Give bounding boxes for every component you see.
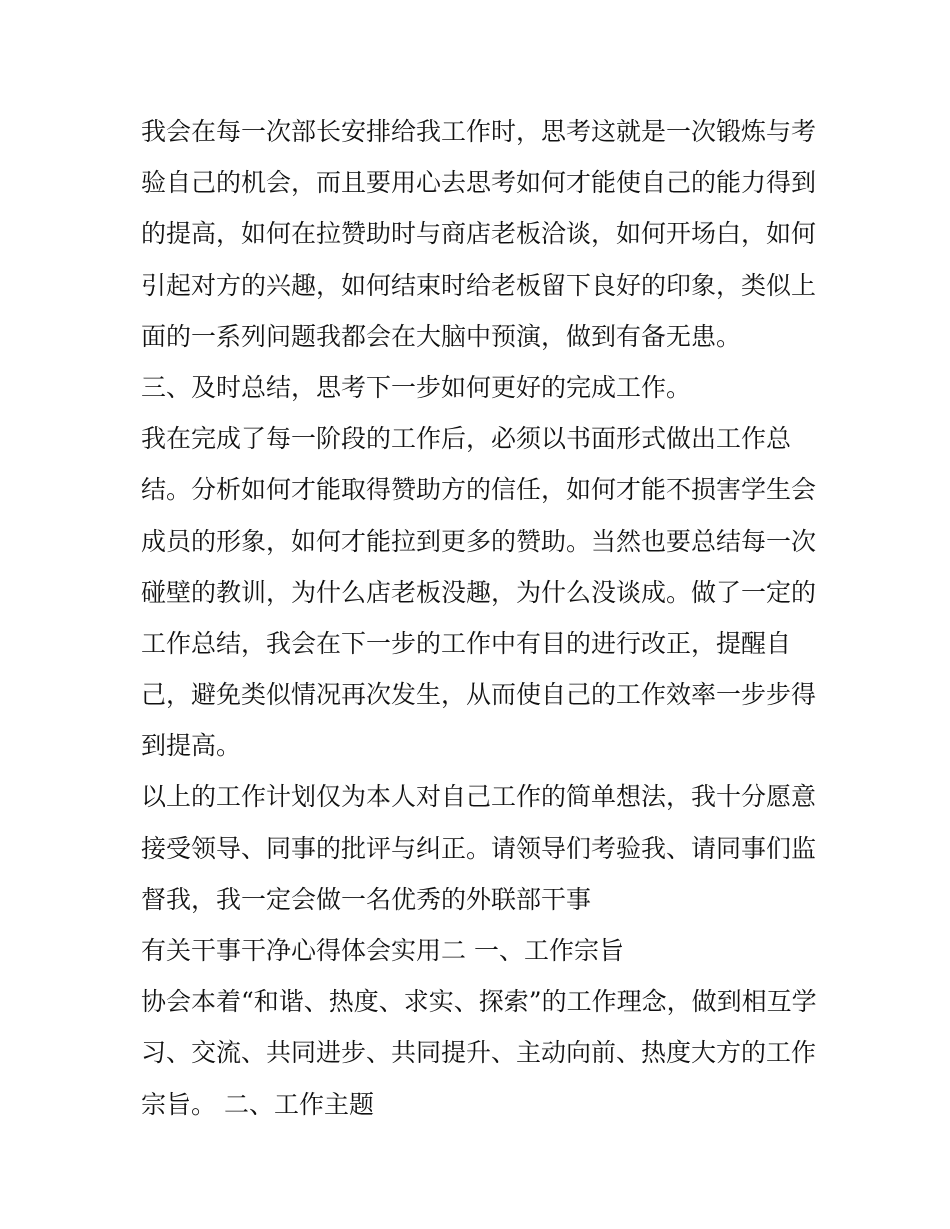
text-line: 工作总结，我会在下一步的工作中有目的进行改正，提醒自 [141, 628, 792, 658]
document-body [141, 106, 821, 1130]
text-line: 到提高。 [141, 731, 242, 761]
text-line: 引起对方的兴趣，如何结束时给老板留下良好的印象，类似上 [141, 270, 817, 300]
text-line: 结。分析如何才能取得赞助方的信任，如何才能不损害学生会 [141, 475, 817, 505]
text-line: 面的一系列问题我都会在大脑中预演，做到有备无患。 [141, 321, 742, 351]
text-line: 验自己的机会，而且要用心去思考如何才能使自己的能力得到 [141, 168, 817, 198]
section-heading: 有关干事干净心得体会实用二 一、工作宗旨 [141, 936, 624, 965]
text-line: 接受领导、同事的批评与纠正。请领导们考验我、请同事们监 [141, 833, 817, 863]
text-line: 以上的工作计划仅为本人对自己工作的简单想法，我十分愿意 [141, 782, 817, 812]
text-line: 督我，我一定会做一名优秀的外联部干事 [141, 884, 592, 914]
text-line: 宗旨。 二、工作主题 [141, 1089, 374, 1119]
text-line: 我在完成了每一阶段的工作后，必须以书面形式做出工作总 [141, 424, 792, 454]
text-line: 己，避免类似情况再次发生，从而使自己的工作效率一步步得 [141, 680, 817, 710]
text-line: 我会在每一次部长安排给我工作时，思考这就是一次锻炼与考 [141, 117, 817, 146]
text-line: 协会本着“和谐、热度、求实、探索”的工作理念，做到相互学 [141, 987, 817, 1017]
text-line: 习、交流、共同进步、共同提升、主动向前、热度大方的工作 [141, 1038, 817, 1068]
text-line: 的提高，如何在拉赞助时与商店老板洽谈，如何开场白，如何 [141, 219, 817, 249]
text-line: 成员的形象，如何才能拉到更多的赞助。当然也要总结每一次 [141, 526, 817, 556]
section-heading: 三、及时总结，思考下一步如何更好的完成工作。 [141, 372, 692, 402]
text-line: 碰壁的教训，为什么店老板没趣，为什么没谈成。做了一定的 [141, 577, 817, 607]
